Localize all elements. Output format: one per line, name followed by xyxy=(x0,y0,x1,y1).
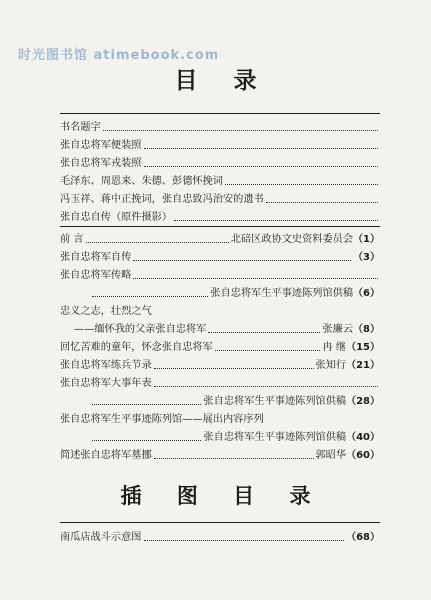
toc-leader xyxy=(92,404,201,405)
toc-entry xyxy=(60,318,380,336)
toc-entry xyxy=(60,336,380,354)
toc-entry xyxy=(60,188,380,206)
toc-entry-title: 张自忠自传（原件摄影） xyxy=(60,212,173,223)
toc-leader xyxy=(208,332,320,333)
toc-entry xyxy=(60,354,380,372)
toc-entry xyxy=(60,228,380,246)
toc-leader xyxy=(144,166,379,167)
toc-entry-page: （1） xyxy=(353,234,380,245)
toc-entry-source: 张自忠将军生平事迹陈列馆供稿 xyxy=(203,396,347,407)
toc-leader xyxy=(215,350,321,351)
toc-entry-source: 张知行 xyxy=(315,360,347,371)
toc-entry xyxy=(60,372,380,390)
toc-leader xyxy=(86,242,229,243)
toc-leader xyxy=(154,386,378,387)
watermark-text: 时光图书馆 atimebook.com xyxy=(18,48,220,63)
toc-entry xyxy=(60,206,380,224)
toc-entry xyxy=(60,426,380,444)
toc-entry-source: 张自忠将军生平事迹陈列馆供稿 xyxy=(210,288,354,299)
toc-entry-title: 张自忠将军戎装照 xyxy=(60,158,142,169)
toc-entry-title: 张自忠将军传略 xyxy=(60,270,132,281)
toc-entry xyxy=(60,408,380,426)
toc-leader xyxy=(144,148,379,149)
toc-entry-title: 张自忠将军练兵节录 xyxy=(60,360,152,371)
toc-leader xyxy=(133,278,378,279)
toc-entry-page: （15） xyxy=(346,342,380,353)
toc-entry xyxy=(60,134,380,152)
toc-leader xyxy=(144,540,345,541)
toc-entry xyxy=(60,246,380,264)
toc-leader xyxy=(154,368,314,369)
toc-entry-page: （40） xyxy=(346,432,380,443)
toc-leader xyxy=(92,296,208,297)
toc-entry-page: （6） xyxy=(353,288,380,299)
toc-entry-title: 简述张自忠将军墓挪 xyxy=(60,450,152,461)
toc-leader xyxy=(133,260,351,261)
toc-entry-page: （8） xyxy=(353,324,380,335)
toc-leader xyxy=(92,440,201,441)
toc-entry-source: 郭昭华 xyxy=(315,450,347,461)
toc-leader xyxy=(103,130,378,131)
toc-entry-page: （28） xyxy=(346,396,380,407)
toc-entry-page: （3） xyxy=(353,252,380,263)
toc-entry xyxy=(60,390,380,408)
toc-entry-title: 忠义之志，壮烈之气 xyxy=(60,306,152,317)
toc-entry-page: （21） xyxy=(346,360,380,371)
toc-entry-title: 张自忠将军便装照 xyxy=(60,140,142,151)
toc-leader xyxy=(266,202,378,203)
toc-entry xyxy=(60,282,380,300)
toc-entry-source: 张廉云 xyxy=(322,324,354,335)
title-divider xyxy=(60,113,380,114)
page-title: 目 录 xyxy=(174,68,271,94)
toc-entry xyxy=(60,264,380,282)
toc-entry-source: 冉 继 xyxy=(322,342,347,353)
toc-entry xyxy=(60,152,380,170)
toc-entry xyxy=(60,444,380,462)
illustration-entry-title: 南瓜店战斗示意图 xyxy=(60,532,142,543)
illustrations-title: 插 图 目 录 xyxy=(120,484,325,508)
illustrations-divider xyxy=(60,522,380,523)
toc-entry-title: 书名题字 xyxy=(60,122,101,133)
toc-entry-title: 冯玉祥、蒋中正挽词，张自忠致冯治安的遗书 xyxy=(60,194,264,205)
toc-entry-page: （60） xyxy=(346,450,380,461)
toc-entry xyxy=(60,116,380,134)
toc-leader xyxy=(174,220,378,221)
toc-entry-title: 张自忠将军生平事迹陈列馆——展出内容序列 xyxy=(60,414,264,425)
toc-leader xyxy=(154,458,314,459)
toc-entry-title: 回忆苦难的童年，怀念张自忠将军 xyxy=(60,342,213,353)
toc-entry-title: 前 言 xyxy=(60,234,84,245)
toc-entry-title: 张自忠将军自传 xyxy=(60,252,132,263)
toc-entry-source: 张自忠将军生平事迹陈列馆供稿 xyxy=(203,432,347,443)
illustration-entry-page: （68） xyxy=(346,532,380,543)
toc-entry xyxy=(60,170,380,188)
toc-entry xyxy=(60,300,380,318)
toc-entry-title: 张自忠将军大事年表 xyxy=(60,378,152,389)
toc-entry-title: ——缅怀我的父亲张自忠将军 xyxy=(74,324,207,335)
toc-entry-title: 毛泽东、周恩来、朱德、彭德怀挽词 xyxy=(60,176,223,187)
toc-entry-source: 北碚区政协文史资料委员会 xyxy=(230,234,354,245)
section-divider xyxy=(60,226,380,227)
illustration-entry xyxy=(60,526,380,544)
toc-leader xyxy=(225,184,378,185)
